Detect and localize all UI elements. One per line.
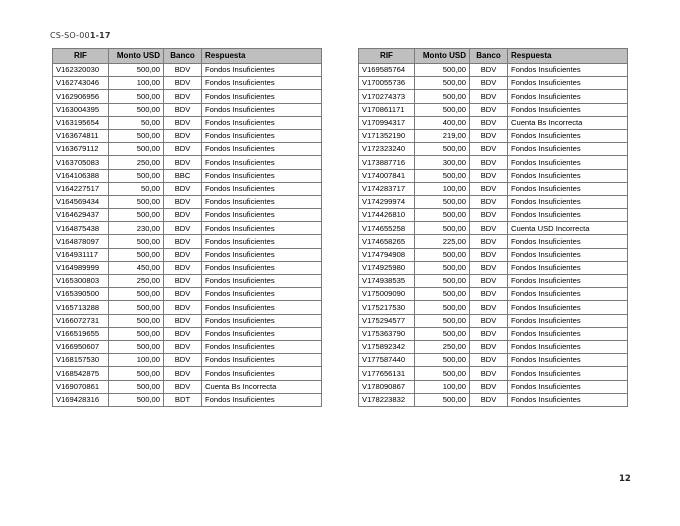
cell-respuesta: Fondos Insuficientes — [508, 143, 628, 156]
table-row — [53, 116, 322, 129]
table-row — [359, 301, 628, 314]
table-row — [53, 314, 322, 327]
table-header-row — [53, 49, 322, 64]
table-header-row — [359, 49, 628, 64]
cell-respuesta: Cuenta Bs Incorrecta — [508, 116, 628, 129]
cell-banco: BDV — [470, 209, 508, 222]
cell-respuesta: Fondos Insuficientes — [508, 182, 628, 195]
cell-banco: BDV — [164, 156, 202, 169]
cell-monto: 500,00 — [415, 195, 470, 208]
cell-respuesta: Fondos Insuficientes — [202, 314, 322, 327]
table-row — [359, 288, 628, 301]
cell-respuesta: Fondos Insuficientes — [202, 90, 322, 103]
cell-banco: BDV — [470, 301, 508, 314]
cell-rif: V175294577 — [359, 314, 415, 327]
table-row — [359, 182, 628, 195]
cell-respuesta: Fondos Insuficientes — [202, 103, 322, 116]
cell-respuesta: Fondos Insuficientes — [508, 235, 628, 248]
results-table-left — [52, 48, 322, 407]
table-row — [53, 301, 322, 314]
cell-banco: BDV — [164, 103, 202, 116]
cell-banco: BDV — [164, 222, 202, 235]
column-header-monto: Monto USD — [415, 49, 470, 64]
cell-rif: V164931117 — [53, 248, 109, 261]
document-code — [50, 31, 111, 40]
cell-respuesta: Fondos Insuficientes — [508, 314, 628, 327]
column-header-monto: Monto USD — [109, 49, 164, 64]
column-header-respuesta: Respuesta — [508, 49, 628, 64]
table-row — [359, 235, 628, 248]
cell-banco: BDV — [470, 103, 508, 116]
cell-rif: V166519655 — [53, 327, 109, 340]
table-row — [53, 64, 322, 77]
cell-respuesta: Fondos Insuficientes — [508, 169, 628, 182]
cell-banco: BDV — [164, 301, 202, 314]
cell-rif: V169428316 — [53, 393, 109, 406]
cell-monto: 100,00 — [415, 380, 470, 393]
cell-respuesta: Fondos Insuficientes — [202, 248, 322, 261]
cell-banco: BDV — [470, 367, 508, 380]
cell-monto: 500,00 — [415, 77, 470, 90]
table-row — [53, 103, 322, 116]
cell-monto: 500,00 — [109, 248, 164, 261]
cell-banco: BDV — [164, 367, 202, 380]
cell-banco: BDT — [164, 393, 202, 406]
cell-respuesta: Fondos Insuficientes — [202, 340, 322, 353]
cell-respuesta: Fondos Insuficientes — [202, 129, 322, 142]
cell-respuesta: Fondos Insuficientes — [508, 64, 628, 77]
cell-respuesta: Fondos Insuficientes — [202, 143, 322, 156]
table-row — [53, 248, 322, 261]
cell-respuesta: Fondos Insuficientes — [202, 367, 322, 380]
table-row — [53, 169, 322, 182]
table-row — [53, 222, 322, 235]
page-number: 12 — [619, 474, 631, 484]
cell-rif: V173887716 — [359, 156, 415, 169]
cell-monto: 500,00 — [109, 288, 164, 301]
cell-respuesta: Fondos Insuficientes — [202, 288, 322, 301]
cell-respuesta: Fondos Insuficientes — [202, 116, 322, 129]
table-body-right — [359, 64, 628, 407]
cell-rif: V162320030 — [53, 64, 109, 77]
table-row — [53, 129, 322, 142]
table-row — [359, 275, 628, 288]
table-row — [359, 90, 628, 103]
table-row — [53, 143, 322, 156]
cell-banco: BDV — [164, 235, 202, 248]
cell-banco: BDV — [164, 275, 202, 288]
cell-monto: 500,00 — [415, 275, 470, 288]
cell-respuesta: Fondos Insuficientes — [508, 380, 628, 393]
cell-respuesta: Fondos Insuficientes — [202, 195, 322, 208]
cell-monto: 500,00 — [109, 143, 164, 156]
cell-monto: 500,00 — [415, 103, 470, 116]
cell-monto: 500,00 — [415, 301, 470, 314]
cell-rif: V178090867 — [359, 380, 415, 393]
cell-banco: BDV — [164, 261, 202, 274]
table-row — [359, 116, 628, 129]
cell-banco: BDV — [164, 116, 202, 129]
cell-monto: 500,00 — [415, 90, 470, 103]
cell-banco: BDV — [164, 288, 202, 301]
table-row — [359, 64, 628, 77]
table-row — [53, 77, 322, 90]
cell-monto: 50,00 — [109, 182, 164, 195]
table-row — [359, 156, 628, 169]
cell-monto: 300,00 — [415, 156, 470, 169]
cell-monto: 500,00 — [109, 90, 164, 103]
table-row — [359, 314, 628, 327]
table-row — [53, 156, 322, 169]
cell-banco: BDV — [470, 354, 508, 367]
cell-rif: V164227517 — [53, 182, 109, 195]
cell-respuesta: Fondos Insuficientes — [202, 275, 322, 288]
table-row — [53, 209, 322, 222]
table-row — [359, 248, 628, 261]
cell-monto: 100,00 — [415, 182, 470, 195]
cell-respuesta: Fondos Insuficientes — [508, 327, 628, 340]
cell-monto: 500,00 — [109, 380, 164, 393]
cell-respuesta: Fondos Insuficientes — [202, 301, 322, 314]
cell-respuesta: Fondos Insuficientes — [508, 354, 628, 367]
cell-rif: V174299974 — [359, 195, 415, 208]
cell-monto: 500,00 — [109, 301, 164, 314]
cell-rif: V164106388 — [53, 169, 109, 182]
cell-monto: 219,00 — [415, 129, 470, 142]
cell-rif: V162743046 — [53, 77, 109, 90]
cell-monto: 500,00 — [109, 209, 164, 222]
cell-respuesta: Fondos Insuficientes — [508, 129, 628, 142]
cell-monto: 500,00 — [415, 169, 470, 182]
cell-banco: BDV — [470, 64, 508, 77]
cell-rif: V166072731 — [53, 314, 109, 327]
cell-monto: 500,00 — [109, 367, 164, 380]
cell-monto: 500,00 — [415, 393, 470, 406]
results-table-right — [358, 48, 628, 407]
table-row — [359, 77, 628, 90]
document-code-suffix: 1-17 — [89, 31, 111, 40]
cell-monto: 50,00 — [109, 116, 164, 129]
table-row — [359, 354, 628, 367]
cell-banco: BDV — [164, 90, 202, 103]
cell-respuesta: Fondos Insuficientes — [508, 156, 628, 169]
table-row — [53, 275, 322, 288]
cell-monto: 500,00 — [109, 327, 164, 340]
cell-rif: V174426810 — [359, 209, 415, 222]
cell-rif: V174925980 — [359, 261, 415, 274]
cell-monto: 500,00 — [415, 222, 470, 235]
cell-respuesta: Fondos Insuficientes — [202, 169, 322, 182]
cell-rif: V177587440 — [359, 354, 415, 367]
cell-monto: 250,00 — [109, 275, 164, 288]
cell-monto: 250,00 — [109, 156, 164, 169]
table-row — [53, 380, 322, 393]
cell-rif: V170994317 — [359, 116, 415, 129]
cell-rif: V162906956 — [53, 90, 109, 103]
cell-banco: BDV — [164, 64, 202, 77]
cell-banco: BDV — [470, 129, 508, 142]
cell-rif: V174283717 — [359, 182, 415, 195]
cell-banco: BDV — [164, 354, 202, 367]
cell-respuesta: Fondos Insuficientes — [202, 235, 322, 248]
cell-banco: BDV — [470, 393, 508, 406]
cell-banco: BDV — [164, 248, 202, 261]
cell-banco: BDV — [164, 195, 202, 208]
cell-monto: 500,00 — [109, 340, 164, 353]
cell-banco: BDV — [470, 195, 508, 208]
cell-respuesta: Fondos Insuficientes — [202, 327, 322, 340]
table-row — [53, 288, 322, 301]
cell-rif: V175892342 — [359, 340, 415, 353]
table-row — [53, 354, 322, 367]
column-header-banco: Banco — [164, 49, 202, 64]
cell-respuesta: Fondos Insuficientes — [202, 156, 322, 169]
table-row — [359, 129, 628, 142]
table-row — [53, 235, 322, 248]
column-header-banco: Banco — [470, 49, 508, 64]
cell-rif: V175217530 — [359, 301, 415, 314]
cell-monto: 500,00 — [415, 367, 470, 380]
cell-banco: BDV — [470, 116, 508, 129]
cell-rif: V174658265 — [359, 235, 415, 248]
table-row — [359, 340, 628, 353]
table-row — [359, 103, 628, 116]
table-row — [53, 327, 322, 340]
cell-monto: 500,00 — [109, 314, 164, 327]
cell-rif: V172323240 — [359, 143, 415, 156]
column-header-rif: RIF — [53, 49, 109, 64]
cell-banco: BDV — [164, 327, 202, 340]
cell-banco: BDV — [470, 380, 508, 393]
cell-respuesta: Fondos Insuficientes — [202, 64, 322, 77]
cell-banco: BDV — [470, 222, 508, 235]
column-header-respuesta: Respuesta — [202, 49, 322, 64]
cell-banco: BDV — [470, 275, 508, 288]
cell-rif: V168542875 — [53, 367, 109, 380]
table-row — [53, 367, 322, 380]
cell-rif: V170055736 — [359, 77, 415, 90]
cell-rif: V163004395 — [53, 103, 109, 116]
table-row — [53, 90, 322, 103]
cell-respuesta: Fondos Insuficientes — [508, 367, 628, 380]
cell-monto: 500,00 — [109, 235, 164, 248]
cell-respuesta: Fondos Insuficientes — [202, 222, 322, 235]
cell-rif: V164875438 — [53, 222, 109, 235]
cell-respuesta: Fondos Insuficientes — [202, 77, 322, 90]
cell-banco: BDV — [470, 77, 508, 90]
cell-rif: V175363790 — [359, 327, 415, 340]
cell-rif: V165390500 — [53, 288, 109, 301]
cell-respuesta: Fondos Insuficientes — [202, 182, 322, 195]
cell-rif: V170274373 — [359, 90, 415, 103]
cell-banco: BDV — [470, 143, 508, 156]
cell-rif: V165713288 — [53, 301, 109, 314]
cell-banco: BDV — [470, 156, 508, 169]
cell-rif: V174655258 — [359, 222, 415, 235]
table-row — [359, 367, 628, 380]
cell-rif: V171352190 — [359, 129, 415, 142]
cell-rif: V163195654 — [53, 116, 109, 129]
table-row — [53, 182, 322, 195]
cell-banco: BBC — [164, 169, 202, 182]
cell-monto: 100,00 — [109, 77, 164, 90]
cell-respuesta: Fondos Insuficientes — [508, 90, 628, 103]
cell-monto: 500,00 — [415, 288, 470, 301]
cell-rif: V165300803 — [53, 275, 109, 288]
cell-respuesta: Cuenta USD Incorrecta — [508, 222, 628, 235]
cell-respuesta: Fondos Insuficientes — [508, 288, 628, 301]
table-body-left — [53, 64, 322, 407]
cell-banco: BDV — [470, 169, 508, 182]
cell-respuesta: Fondos Insuficientes — [202, 261, 322, 274]
cell-rif: V169585764 — [359, 64, 415, 77]
cell-monto: 500,00 — [415, 354, 470, 367]
cell-rif: V174794908 — [359, 248, 415, 261]
cell-banco: BDV — [470, 288, 508, 301]
cell-rif: V163705083 — [53, 156, 109, 169]
cell-monto: 500,00 — [415, 261, 470, 274]
cell-banco: BDV — [164, 129, 202, 142]
cell-monto: 500,00 — [415, 248, 470, 261]
cell-rif: V169070861 — [53, 380, 109, 393]
cell-banco: BDV — [470, 261, 508, 274]
cell-respuesta: Fondos Insuficientes — [508, 103, 628, 116]
cell-banco: BDV — [164, 182, 202, 195]
cell-banco: BDV — [470, 340, 508, 353]
cell-banco: BDV — [470, 235, 508, 248]
cell-banco: BDV — [164, 77, 202, 90]
table-row — [53, 393, 322, 406]
cell-monto: 225,00 — [415, 235, 470, 248]
cell-banco: BDV — [470, 327, 508, 340]
cell-rif: V170861171 — [359, 103, 415, 116]
cell-monto: 500,00 — [109, 103, 164, 116]
cell-respuesta: Fondos Insuficientes — [202, 209, 322, 222]
table-row — [53, 340, 322, 353]
column-header-rif: RIF — [359, 49, 415, 64]
cell-monto: 500,00 — [415, 314, 470, 327]
cell-banco: BDV — [164, 314, 202, 327]
table-row — [359, 169, 628, 182]
cell-respuesta: Fondos Insuficientes — [508, 209, 628, 222]
cell-banco: BDV — [164, 340, 202, 353]
cell-rif: V168157530 — [53, 354, 109, 367]
cell-respuesta: Fondos Insuficientes — [202, 354, 322, 367]
table-row — [359, 143, 628, 156]
cell-banco: BDV — [470, 248, 508, 261]
table-row — [359, 195, 628, 208]
cell-monto: 230,00 — [109, 222, 164, 235]
table-row — [359, 222, 628, 235]
cell-rif: V174938535 — [359, 275, 415, 288]
cell-respuesta: Fondos Insuficientes — [508, 248, 628, 261]
table-row — [53, 261, 322, 274]
cell-monto: 250,00 — [415, 340, 470, 353]
cell-respuesta: Cuenta Bs Incorrecta — [202, 380, 322, 393]
cell-rif: V166950607 — [53, 340, 109, 353]
cell-rif: V164569434 — [53, 195, 109, 208]
table-row — [359, 380, 628, 393]
cell-monto: 500,00 — [109, 169, 164, 182]
cell-banco: BDV — [470, 182, 508, 195]
cell-rif: V178223832 — [359, 393, 415, 406]
cell-banco: BDV — [164, 143, 202, 156]
cell-monto: 400,00 — [415, 116, 470, 129]
cell-rif: V177656131 — [359, 367, 415, 380]
cell-rif: V174007841 — [359, 169, 415, 182]
cell-respuesta: Fondos Insuficientes — [508, 195, 628, 208]
cell-banco: BDV — [164, 380, 202, 393]
cell-banco: BDV — [470, 314, 508, 327]
cell-banco: BDV — [470, 90, 508, 103]
cell-rif: V163674811 — [53, 129, 109, 142]
cell-monto: 500,00 — [109, 393, 164, 406]
table-row — [359, 327, 628, 340]
table-row — [53, 195, 322, 208]
cell-respuesta: Fondos Insuficientes — [508, 301, 628, 314]
cell-respuesta: Fondos Insuficientes — [508, 275, 628, 288]
table-row — [359, 393, 628, 406]
cell-monto: 500,00 — [109, 64, 164, 77]
cell-rif: V163679112 — [53, 143, 109, 156]
cell-rif: V164878097 — [53, 235, 109, 248]
table-row — [359, 209, 628, 222]
table-row — [359, 261, 628, 274]
cell-monto: 500,00 — [415, 64, 470, 77]
cell-rif: V164989999 — [53, 261, 109, 274]
cell-respuesta: Fondos Insuficientes — [508, 393, 628, 406]
cell-respuesta: Fondos Insuficientes — [508, 261, 628, 274]
cell-rif: V175009090 — [359, 288, 415, 301]
cell-monto: 500,00 — [109, 129, 164, 142]
cell-rif: V164629437 — [53, 209, 109, 222]
cell-monto: 500,00 — [415, 143, 470, 156]
cell-monto: 450,00 — [109, 261, 164, 274]
document-code-prefix: CS-SO-00 — [50, 31, 90, 40]
cell-banco: BDV — [164, 209, 202, 222]
cell-monto: 500,00 — [415, 209, 470, 222]
cell-monto: 500,00 — [415, 327, 470, 340]
cell-respuesta: Fondos Insuficientes — [202, 393, 322, 406]
cell-respuesta: Fondos Insuficientes — [508, 77, 628, 90]
cell-respuesta: Fondos Insuficientes — [508, 340, 628, 353]
cell-monto: 100,00 — [109, 354, 164, 367]
cell-monto: 500,00 — [109, 195, 164, 208]
